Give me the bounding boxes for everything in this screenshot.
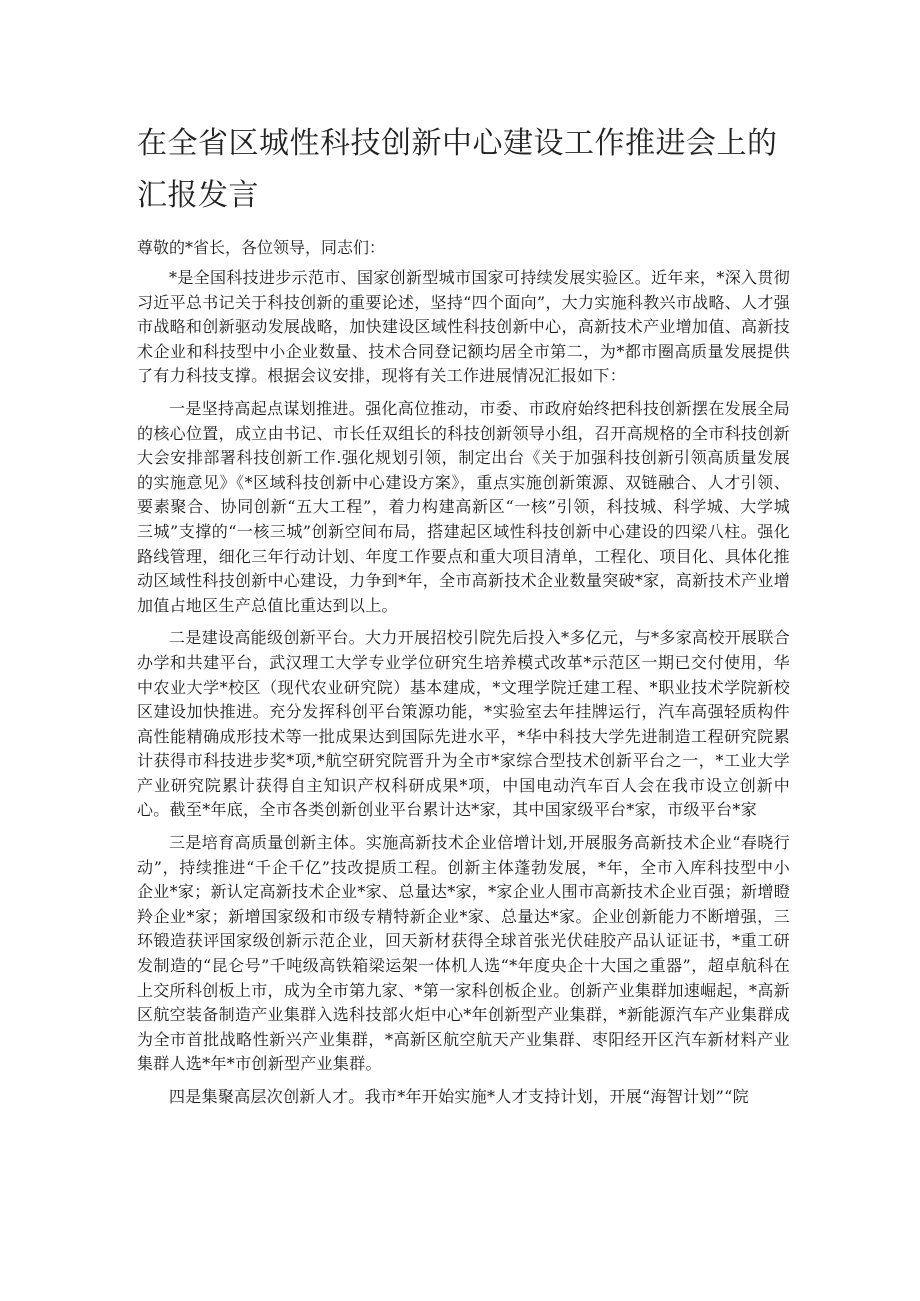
- paragraph-intro: *是全国科技进步示范市、国家创新型城市国家可持续发展实验区。近年来，*深入贯彻习近平总书记关于科技创新的重要论述，坚持“四个面向”，大力实施科教兴市战略、人才强市战略和创新驱动发展战略，加快建设区域性科技创新中心，高新技术产业增加值、高新技术企业和科技型中小企业数量、技术合同登记额均居全市第二，为*都市圈高质量发展提供了有力科技支撑。根据会议安排，现将有关工作进展情况汇报如下：: [137, 268, 790, 386]
- paragraph-innovation-entities: 三是培育高质量创新主体。实施高新技术企业倍增计划,开展服务高新技术企业“春晓行动”，持续推进“千企千亿”技改提质工程。创新主体蓬勃发展，*年，全市入库科技型中小企业*家；新认定高新技术企业*家、总量达*家，*家企业人围市高新技术企业百强；新增瞪羚企业*家；新增国家级和市级专精特新企业*家、总量达*家。企业创新能力不断增强，三环锻造获评国家级创新示范企业，回天新材获得全球首张光伏硅胶产品认证证书，*重工研发制造的“昆仑号”千吨级高铁箱梁运架一体机人选“*年度央企十大国之重器”，超卓航科在上交所科创板上市，成为全市第九家、*第一家科创板企业。创新产业集群加速崛起，*高新区航空装备制造产业集群入选科技部火炬中心*年创新型产业集群，*新能源汽车产业集群成为全市首批战略性新兴产业集群，*高新区航空航天产业集群、枣阳经开区汽车新材料产业集群人选*年*市创新型产业集群。: [137, 833, 790, 1074]
- paragraph-planning: 一是坚持高起点谋划推进。强化高位推动，市委、市政府始终把科技创新摆在发展全局的核心位置，成立由书记、市长任双组长的科技创新领导小组，召开高规格的全市科技创新大会安排部署科技创新工作.强化规划引领，制定出台《关于加强科技创新引领高质量发展的实施意见》《*区域科技创新中心建设方案》，重点实施创新策源、双链融合、人才引领、要素聚合、协同创新“五大工程”，着力构建高新区“一核”引领，科技城、科学城、大学城三城”支撑的“一核三城”创新空间布局，搭建起区域性科技创新中心建设的四梁八柱。强化路线管理，细化三年行动计划、年度工作要点和重大项目清单，工程化、项目化、具体化推动区域性科技创新中心建设，力争到*年，全市高新技术企业数量突破*家，高新技术产业增加值占地区生产总值比重达到以上。: [137, 398, 790, 615]
- document-title: 在全省区城性科技创新中心建设工作推进会上的汇报发言: [137, 126, 778, 213]
- paragraph-platforms: 二是建设高能级创新平台。大力开展招校引院先后投入*多亿元，与*多家高校开展联合办学和共建平台，武汉理工大学专业学位研究生培养模式改革*示范区一期已交付使用，华中农业大学*校区（现代农业研究院）基本建成，*文理学院迁建工程、*职业技术学院新校区建设加快推进。充分发挥科创平台策源功能，*实验室去年挂牌运行，汽车高强轻质构件高性能精确成形技术等一批成果达到国际先进水平，*华中科技大学先进制造工程研究院累计获得市科技进步奖*项,*航空研究院晋升为全市*家综合型技术创新平台之一，*工业大学产业研究院累计获得自主知识产权科研成果*项，中国电动汽车百人会在我市设立创新中心。截至*年底，全市各类创新创业平台累计达*家，其中国家级平台*家，市级平台*家: [137, 628, 790, 820]
- salutation: 尊敬的*省长，各位领导，同志们：: [137, 238, 386, 257]
- paragraph-talent: 四是集聚高层次创新人才。我市*年开始实施*人才支持计划，开展“海智计划”“院: [169, 1087, 749, 1106]
